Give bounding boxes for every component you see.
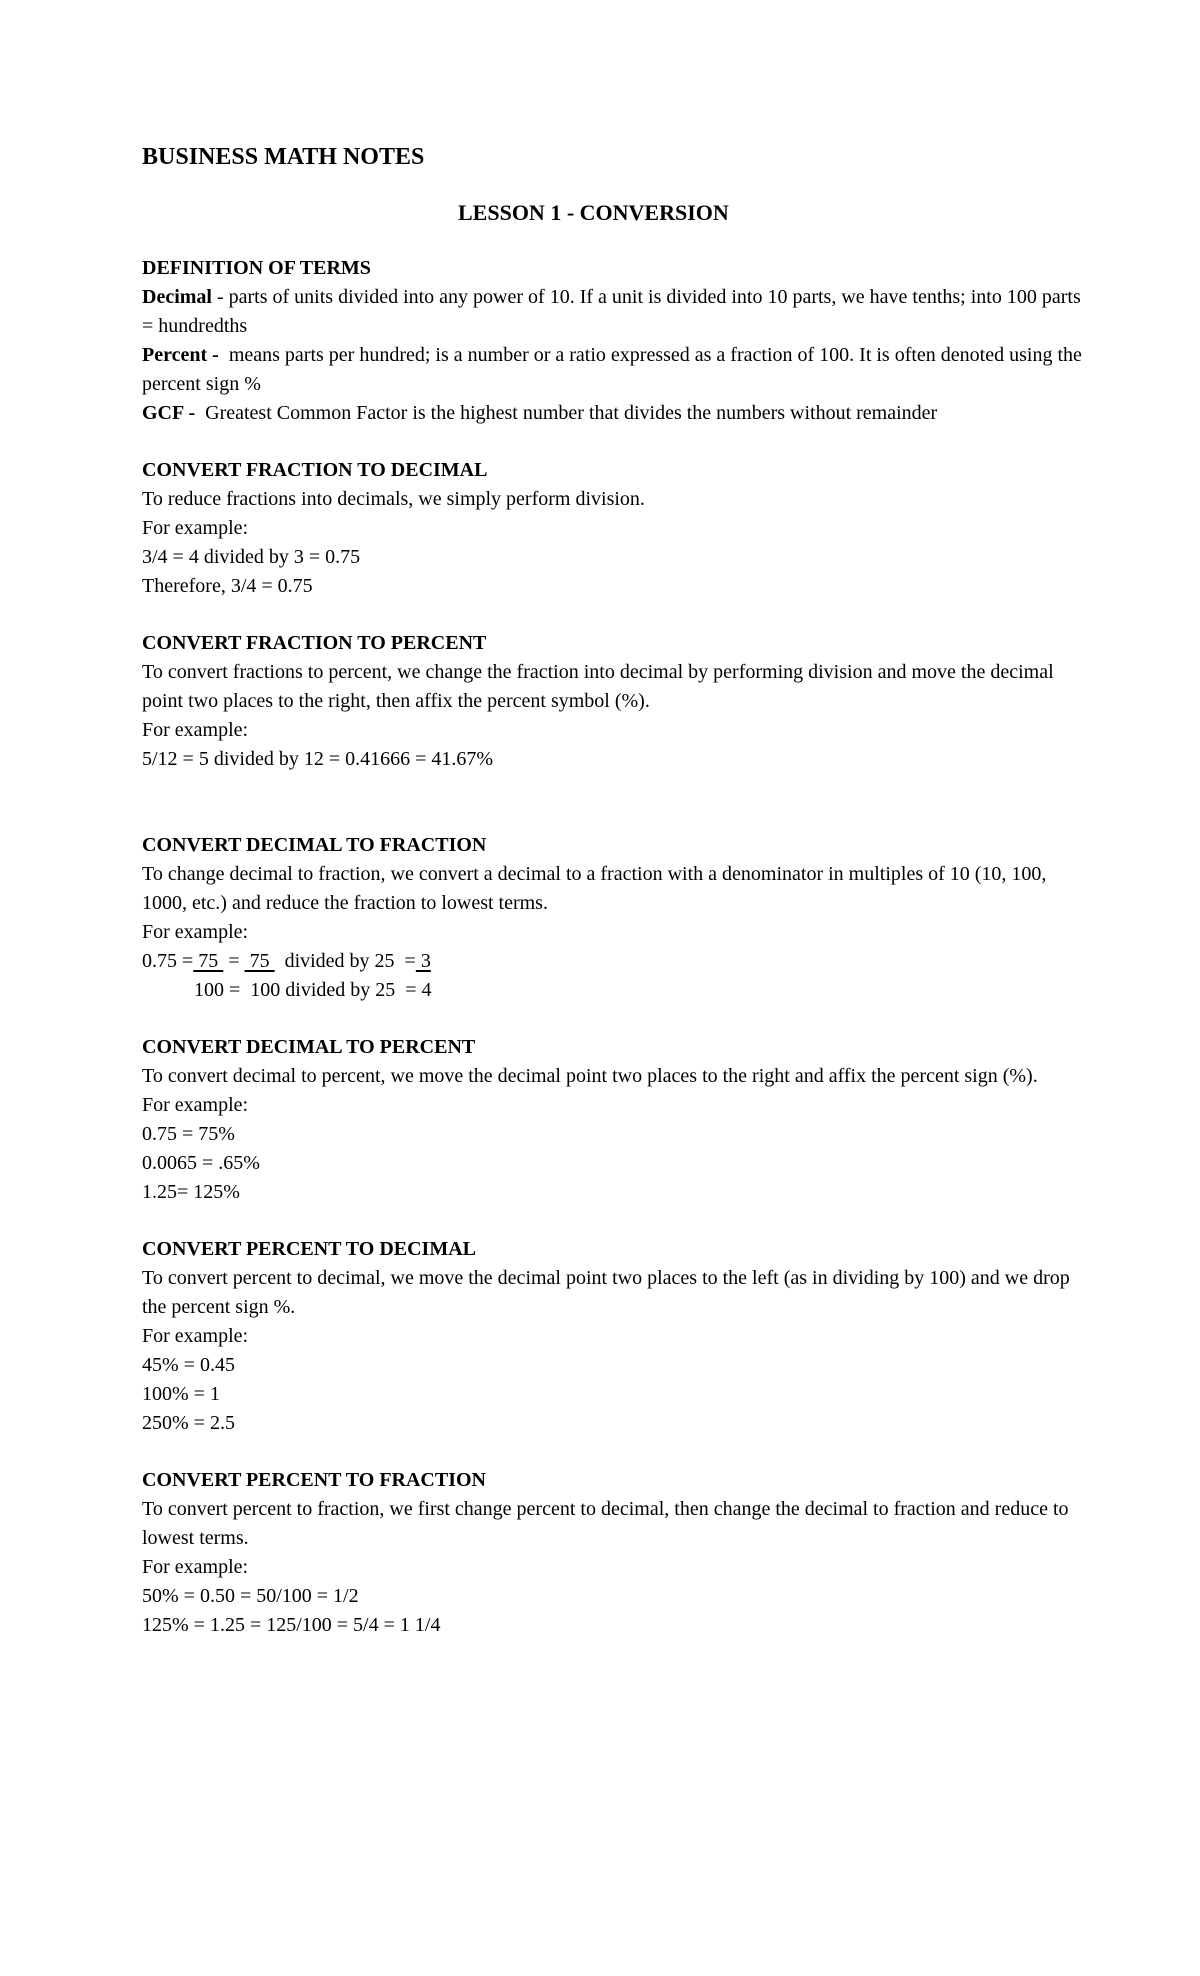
percent-to-fraction-section <box>142 1466 1082 1640</box>
definition-term: Decimal <box>142 286 212 308</box>
definition-term: GCF - <box>142 402 196 424</box>
decimal-to-percent-section <box>142 1033 1082 1207</box>
example-label: For example: <box>142 1094 249 1116</box>
example-line: 100% = 1 <box>142 1383 220 1405</box>
fraction-example-numerator-line <box>142 947 1082 976</box>
definitions-heading: DEFINITION OF TERMS <box>142 257 371 279</box>
section-description: To convert percent to fraction, we first change percent to decimal, then change the decimal to fraction and reduce to lowest terms. <box>142 1498 1069 1549</box>
section-heading: CONVERT DECIMAL TO FRACTION <box>142 834 487 856</box>
example-line: 1.25= 125% <box>142 1181 240 1203</box>
example-line: 0.0065 = .65% <box>142 1152 260 1174</box>
section-heading: CONVERT FRACTION TO DECIMAL <box>142 459 488 481</box>
fraction-numerator: 3 <box>415 950 431 972</box>
example-line: 125% = 1.25 = 125/100 = 5/4 = 1 1/4 <box>142 1614 441 1636</box>
decimal-to-fraction-section <box>142 831 1082 1005</box>
example-label: For example: <box>142 1556 249 1578</box>
document-page <box>142 142 1087 1668</box>
definition-term: Percent - <box>142 344 219 366</box>
example-line: 0.75 = 75% <box>142 1123 235 1145</box>
definitions-section <box>142 254 1087 428</box>
example-line: Therefore, 3/4 = 0.75 <box>142 575 313 597</box>
example-line: 50% = 0.50 = 50/100 = 1/2 <box>142 1585 359 1607</box>
lesson-title: LESSON 1 - CONVERSION <box>458 200 729 225</box>
section-heading: CONVERT FRACTION TO PERCENT <box>142 632 487 654</box>
fraction-to-percent-section <box>142 629 1082 774</box>
definition-decimal <box>142 283 1086 341</box>
example-label: For example: <box>142 1325 249 1347</box>
definition-text: - parts of units divided into any power of 10. If a unit is divided into 10 parts, we have tenths; into 100 parts = hundredths <box>142 286 1086 337</box>
example-line: 3/4 = 4 divided by 3 = 0.75 <box>142 546 361 568</box>
fraction-text: = <box>223 950 245 972</box>
example-line: 5/12 = 5 divided by 12 = 0.41666 = 41.67% <box>142 748 494 770</box>
fraction-example-denominator-line: 100 = 100 divided by 25 = 4 <box>194 979 432 1001</box>
definition-percent <box>142 341 1087 399</box>
fraction-to-decimal-section <box>142 456 1082 601</box>
section-description: To convert percent to decimal, we move the decimal point two places to the left (as in dividing by 100) and we drop the percent sign %. <box>142 1267 1070 1318</box>
example-line: 250% = 2.5 <box>142 1412 235 1434</box>
fraction-text: 0.75 = <box>142 950 194 972</box>
example-label: For example: <box>142 921 249 943</box>
section-heading: CONVERT DECIMAL TO PERCENT <box>142 1036 476 1058</box>
section-heading: CONVERT PERCENT TO FRACTION <box>142 1469 486 1491</box>
fraction-text: divided by 25 = <box>274 950 416 972</box>
section-description: To change decimal to fraction, we convert a decimal to a fraction with a denominator in multiples of 10 (10, 100, 1000, etc.) and reduce the fraction to lowest terms. <box>142 863 1047 914</box>
definition-text: Greatest Common Factor is the highest number that divides the numbers without remainder <box>195 402 938 424</box>
section-description: To convert decimal to percent, we move the decimal point two places to the right and affix the percent sign (%). <box>142 1065 1038 1087</box>
example-label: For example: <box>142 517 249 539</box>
fraction-numerator: 75 <box>193 950 224 972</box>
percent-to-decimal-section <box>142 1235 1082 1438</box>
section-description: To convert fractions to percent, we change the fraction into decimal by performing division and move the decimal point two places to the right, then affix the percent symbol (%). <box>142 661 1054 712</box>
example-line: 45% = 0.45 <box>142 1354 235 1376</box>
document-title: BUSINESS MATH NOTES <box>142 144 425 170</box>
example-label: For example: <box>142 719 249 741</box>
section-description: To reduce fractions into decimals, we simply perform division. <box>142 488 645 510</box>
fraction-numerator: 75 <box>244 950 275 972</box>
section-heading: CONVERT PERCENT TO DECIMAL <box>142 1238 476 1260</box>
definition-text: means parts per hundred; is a number or a ratio expressed as a fraction of 100. It is often denoted using the percent sign % <box>142 344 1087 395</box>
definition-gcf <box>142 399 1082 428</box>
